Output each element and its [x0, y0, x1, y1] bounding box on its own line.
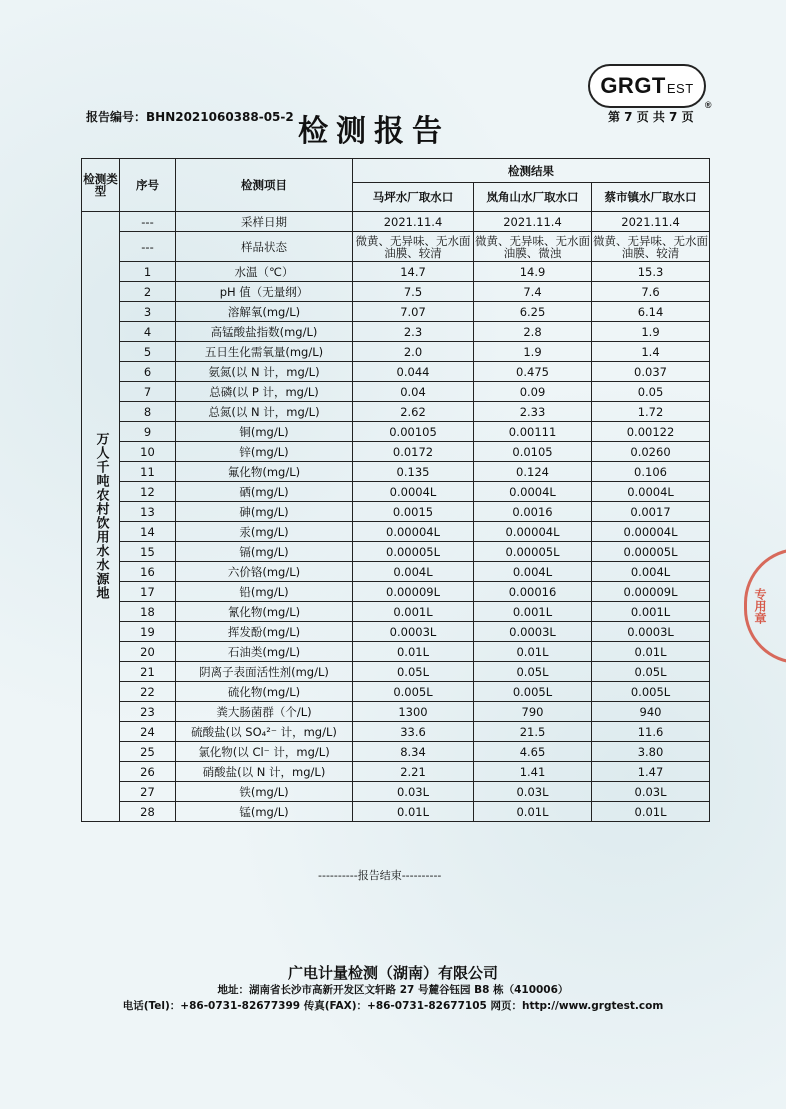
table-row: [82, 502, 710, 522]
row-seq: 6: [120, 362, 176, 382]
row-value-site-1: 0.00009L: [353, 582, 474, 602]
table-row: [82, 402, 710, 422]
report-end: ----------报告结束----------: [318, 869, 442, 882]
row-value-site-2: 0.005L: [474, 682, 592, 702]
row-value-site-2: 0.03L: [474, 782, 592, 802]
row-item: 氟化物(mg/L): [176, 462, 353, 482]
row-value-site-2: 21.5: [474, 722, 592, 742]
row-value-site-1: 2.3: [353, 322, 474, 342]
site-header-2: 岚角山水厂取水口: [474, 183, 592, 212]
row-seq: 8: [120, 402, 176, 422]
row-value-site-3: 940: [592, 702, 710, 722]
row-value-site-2: 4.65: [474, 742, 592, 762]
row-value-site-1: 7.5: [353, 282, 474, 302]
row-item: 砷(mg/L): [176, 502, 353, 522]
row-seq: 24: [120, 722, 176, 742]
site-header-3: 蔡市镇水厂取水口: [592, 183, 710, 212]
table-row: [82, 212, 710, 232]
site-header-1: 马坪水厂取水口: [353, 183, 474, 212]
row-seq: 11: [120, 462, 176, 482]
row-item: 样品状态: [176, 232, 353, 262]
category-label: 万人千吨农村饮用水水源地: [93, 431, 109, 600]
row-value-site-3: 0.05: [592, 382, 710, 402]
row-item: 阴离子表面活性剂(mg/L): [176, 662, 353, 682]
row-value-site-1: 8.34: [353, 742, 474, 762]
row-item: 氨氮(以 N 计，mg/L): [176, 362, 353, 382]
row-item: 粪大肠菌群（个/L): [176, 702, 353, 722]
row-value-site-3: 0.00005L: [592, 542, 710, 562]
row-item: 铁(mg/L): [176, 782, 353, 802]
row-seq: 14: [120, 522, 176, 542]
row-value-site-1: 0.00105: [353, 422, 474, 442]
col-seq-header: 序号: [120, 159, 176, 212]
row-value-site-2: 1.41: [474, 762, 592, 782]
row-value-site-1: 2021.11.4: [353, 212, 474, 232]
row-seq: 18: [120, 602, 176, 622]
row-value-site-3: 0.005L: [592, 682, 710, 702]
row-value-site-1: 0.004L: [353, 562, 474, 582]
row-value-site-2: 微黄、无异味、无水面油膜、微浊: [475, 233, 590, 260]
table-row: [82, 662, 710, 682]
row-value-site-2: 0.0105: [474, 442, 592, 462]
row-value-site-3: 微黄、无异味、无水面油膜、较清: [593, 233, 709, 260]
row-value-site-1: 0.0004L: [353, 482, 474, 502]
row-value-site-1: 0.00004L: [353, 522, 474, 542]
grgtest-logo: [588, 64, 712, 110]
row-value-site-1: 33.6: [353, 722, 474, 742]
category-cell: [82, 212, 120, 822]
col-category-header: 检测类型: [82, 159, 120, 212]
col-item-header: 检测项目: [176, 159, 353, 212]
row-value-site-2: 0.00004L: [474, 522, 592, 542]
row-value-site-2: 0.004L: [474, 562, 592, 582]
row-value-site-2: 0.00016: [474, 582, 592, 602]
table-row: [82, 422, 710, 442]
row-value-site-2: 2.8: [474, 322, 592, 342]
table-row: [82, 522, 710, 542]
row-seq: 26: [120, 762, 176, 782]
row-value-site-2: 0.124: [474, 462, 592, 482]
row-value-site-3: 0.037: [592, 362, 710, 382]
row-value-site-3: 0.0003L: [592, 622, 710, 642]
row-value-site-2: 0.0016: [474, 502, 592, 522]
row-value-site-3: 11.6: [592, 722, 710, 742]
row-item: 总氮(以 N 计，mg/L): [176, 402, 353, 422]
results-table: [81, 158, 710, 822]
row-item: 硫酸盐(以 SO₄²⁻ 计，mg/L): [176, 722, 353, 742]
row-seq: 28: [120, 802, 176, 822]
row-seq: 23: [120, 702, 176, 722]
logo-registered: ®: [704, 100, 712, 110]
row-seq: 12: [120, 482, 176, 502]
page-title: 检测报告: [298, 114, 450, 149]
row-seq: 4: [120, 322, 176, 342]
row-seq: 5: [120, 342, 176, 362]
row-value-site-1: 1300: [353, 702, 474, 722]
row-value-site-1: 0.0172: [353, 442, 474, 462]
row-item: 铜(mg/L): [176, 422, 353, 442]
row-value-site-2: 0.01L: [474, 642, 592, 662]
row-value-site-1: 0.00005L: [353, 542, 474, 562]
table-row: [82, 462, 710, 482]
row-value-site-3: 0.03L: [592, 782, 710, 802]
row-item: 五日生化需氧量(mg/L): [176, 342, 353, 362]
row-seq: 13: [120, 502, 176, 522]
table-row: [82, 802, 710, 822]
row-value-site-2: 790: [474, 702, 592, 722]
row-value-site-2: 0.05L: [474, 662, 592, 682]
row-seq: 16: [120, 562, 176, 582]
row-seq: 21: [120, 662, 176, 682]
row-seq: 20: [120, 642, 176, 662]
row-item: 氯化物(以 Cl⁻ 计，mg/L): [176, 742, 353, 762]
row-item: pH 值（无量纲）: [176, 282, 353, 302]
row-value-site-2: 0.475: [474, 362, 592, 382]
logo-suffix: EST: [666, 81, 694, 96]
table-row: [82, 642, 710, 662]
row-value-site-1: 0.135: [353, 462, 474, 482]
row-value-site-1: 0.04: [353, 382, 474, 402]
row-value-site-1: 0.01L: [353, 642, 474, 662]
row-value-site-2: 7.4: [474, 282, 592, 302]
row-value-site-3: 7.6: [592, 282, 710, 302]
seal-stamp-text: 专用章: [753, 588, 767, 624]
row-value-site-2: 6.25: [474, 302, 592, 322]
row-item: 镉(mg/L): [176, 542, 353, 562]
row-item: 汞(mg/L): [176, 522, 353, 542]
row-item: 硒(mg/L): [176, 482, 353, 502]
row-item: 采样日期: [176, 212, 353, 232]
row-item: 总磷(以 P 计，mg/L): [176, 382, 353, 402]
row-item: 锌(mg/L): [176, 442, 353, 462]
row-value-site-2: 0.09: [474, 382, 592, 402]
table-row: [82, 322, 710, 342]
row-item: 溶解氧(mg/L): [176, 302, 353, 322]
row-item: 锰(mg/L): [176, 802, 353, 822]
row-item: 氰化物(mg/L): [176, 602, 353, 622]
row-value-site-2: 0.01L: [474, 802, 592, 822]
row-value-site-2: 0.001L: [474, 602, 592, 622]
report-number: 报告编号：BHN2021060388-05-2: [86, 110, 294, 124]
row-value-site-3: 1.47: [592, 762, 710, 782]
company-address: 地址：湖南省长沙市高新开发区文轩路 27 号麓谷钰园 B8 栋（410006）: [217, 984, 569, 996]
row-item: 挥发酚(mg/L): [176, 622, 353, 642]
table-row: [82, 742, 710, 762]
row-value-site-1: 0.001L: [353, 602, 474, 622]
row-value-site-2: 2.33: [474, 402, 592, 422]
row-item: 水温（℃）: [176, 262, 353, 282]
row-value-site-1: 0.005L: [353, 682, 474, 702]
row-seq: 22: [120, 682, 176, 702]
company-contact: 电话(Tel)：+86-0731-82677399 传真(FAX)：+86-0731-82677105 网页：http://www.grgtest.com: [122, 1000, 664, 1012]
row-seq: 25: [120, 742, 176, 762]
row-seq: 10: [120, 442, 176, 462]
row-value-site-2: 0.00111: [474, 422, 592, 442]
row-item: 石油类(mg/L): [176, 642, 353, 662]
row-item: 硝酸盐(以 N 计，mg/L): [176, 762, 353, 782]
row-value-site-2: 0.00005L: [474, 542, 592, 562]
table-row: [82, 302, 710, 322]
row-value-site-3: 0.001L: [592, 602, 710, 622]
row-value-site-1: 0.044: [353, 362, 474, 382]
row-item: 硫化物(mg/L): [176, 682, 353, 702]
table-row: [82, 282, 710, 302]
row-seq: 3: [120, 302, 176, 322]
row-value-site-3: 0.01L: [592, 802, 710, 822]
row-value-site-3: 1.4: [592, 342, 710, 362]
row-value-site-1: 7.07: [353, 302, 474, 322]
table-row: [82, 382, 710, 402]
table-row: [82, 442, 710, 462]
row-value-site-3: 2021.11.4: [592, 212, 710, 232]
row-value-site-3: 0.004L: [592, 562, 710, 582]
row-value-site-3: 0.00122: [592, 422, 710, 442]
row-value-site-2: 1.9: [474, 342, 592, 362]
table-row: [82, 682, 710, 702]
table-row: [82, 602, 710, 622]
table-row: [82, 262, 710, 282]
table-row: [82, 362, 710, 382]
row-value-site-1: 0.01L: [353, 802, 474, 822]
row-value-site-1: 0.0003L: [353, 622, 474, 642]
logo-main: GRGT: [600, 73, 666, 98]
row-seq: 17: [120, 582, 176, 602]
table-row: [82, 482, 710, 502]
row-value-site-1: 0.05L: [353, 662, 474, 682]
table-row: [82, 542, 710, 562]
row-item: 铅(mg/L): [176, 582, 353, 602]
row-value-site-1: 2.0: [353, 342, 474, 362]
row-value-site-1: 0.03L: [353, 782, 474, 802]
table-row: [82, 232, 710, 262]
table-row: [82, 342, 710, 362]
row-value-site-1: 2.62: [353, 402, 474, 422]
table-row: [82, 562, 710, 582]
table-row: [82, 722, 710, 742]
row-seq: ---: [120, 212, 176, 232]
row-seq: 19: [120, 622, 176, 642]
table-row: [82, 702, 710, 722]
row-value-site-3: 3.80: [592, 742, 710, 762]
page-number: 第 7 页 共 7 页: [608, 110, 694, 124]
row-value-site-3: 0.05L: [592, 662, 710, 682]
row-seq: 7: [120, 382, 176, 402]
table-row: [82, 622, 710, 642]
row-value-site-1: 0.0015: [353, 502, 474, 522]
row-value-site-3: 0.0017: [592, 502, 710, 522]
row-value-site-3: 15.3: [592, 262, 710, 282]
row-seq: 9: [120, 422, 176, 442]
row-value-site-2: 2021.11.4: [474, 212, 592, 232]
row-item: 六价铬(mg/L): [176, 562, 353, 582]
row-value-site-2: 14.9: [474, 262, 592, 282]
row-value-site-3: 0.0004L: [592, 482, 710, 502]
company-name: 广电计量检测（湖南）有限公司: [287, 964, 498, 982]
table-row: [82, 582, 710, 602]
row-seq: 15: [120, 542, 176, 562]
row-seq: 1: [120, 262, 176, 282]
row-value-site-3: 0.106: [592, 462, 710, 482]
row-value-site-1: 2.21: [353, 762, 474, 782]
table-row: [82, 762, 710, 782]
row-value-site-1: 微黄、无异味、无水面油膜、较清: [353, 232, 474, 262]
row-seq: ---: [120, 232, 176, 262]
row-seq: 27: [120, 782, 176, 802]
col-results-header: 检测结果: [353, 159, 710, 183]
row-value-site-1: 14.7: [353, 262, 474, 282]
row-value-site-3: 0.00009L: [592, 582, 710, 602]
row-value-site-3: 0.00004L: [592, 522, 710, 542]
row-value-site-3: 1.9: [592, 322, 710, 342]
row-seq: 2: [120, 282, 176, 302]
table-row: [82, 782, 710, 802]
row-value-site-2: 0.0003L: [474, 622, 592, 642]
row-value-site-3: 0.0260: [592, 442, 710, 462]
row-item: 高锰酸盐指数(mg/L): [176, 322, 353, 342]
row-value-site-2: 0.0004L: [474, 482, 592, 502]
row-value-site-3: 1.72: [592, 402, 710, 422]
row-value-site-3: 0.01L: [592, 642, 710, 662]
row-value-site-3: 6.14: [592, 302, 710, 322]
